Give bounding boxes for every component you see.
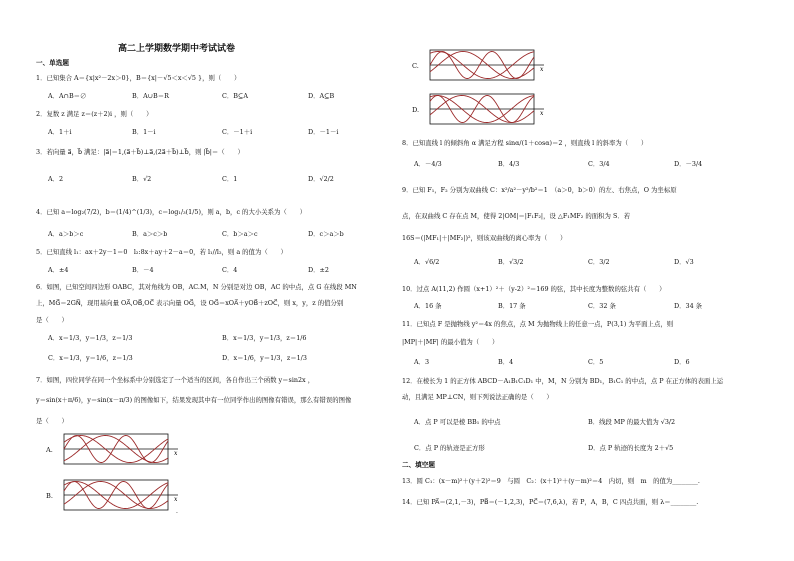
question-5: 5．已知直线 l₁：ax＋2y－1＝0 l₂:8x＋ay＋2－a＝0，若 l₁//l₂，则 a 的值为（ ） xyxy=(36,248,287,256)
question-9-line-1: 9．已知 F₁，F₂ 分别为双曲线 C：x²/a²－y²/b²＝1 （a＞0，b＞0）的左、右焦点，O 为坐标原 xyxy=(402,186,677,194)
graph-option-b xyxy=(62,478,180,512)
option-a: A．A∩B＝∅ xyxy=(48,92,87,100)
option-b: B．√2 xyxy=(132,175,152,183)
question-1: 1．已知集合 A＝{x|x²－2x＞0}，B＝{x|－√5＜x＜√5 }，则（ ） xyxy=(36,74,241,82)
option-c: C．3/4 xyxy=(588,160,610,168)
x-axis-label: x xyxy=(174,450,178,457)
option-b: B．√3/2 xyxy=(498,258,524,266)
option-c: C．1 xyxy=(222,175,238,183)
option-d-label: D. xyxy=(412,106,420,114)
stray-dot: . xyxy=(176,508,178,515)
question-12-line-2: 动，且满足 MP⊥CN，则下列说法正确的是（ ） xyxy=(402,393,553,401)
question-10: 10．过点 A(11,2) 作圆（x+1）²＋（y-2）²＝169 的弦，其中长度为整数的弦共有（ ） xyxy=(402,285,666,293)
option-a: A．1＋i xyxy=(48,128,72,136)
option-b: B．17 条 xyxy=(498,302,526,310)
option-b: B．A∪B＝R xyxy=(132,92,169,100)
option-c: C．32 条 xyxy=(588,302,616,310)
option-a: A．±4 xyxy=(48,266,69,274)
section-single-choice: 一、单选题 xyxy=(36,59,69,67)
option-b: B．4/3 xyxy=(498,160,520,168)
option-d: D．±2 xyxy=(308,266,329,274)
option-a: A．点 P 可以是棱 BB₁ 的中点 xyxy=(414,418,501,426)
option-c: C．x＝1/3，y＝1/6，z＝1/3 xyxy=(48,354,133,362)
option-d: D．√3 xyxy=(674,258,694,266)
option-c: C．B⊆A xyxy=(222,92,248,100)
option-b-label: B. xyxy=(46,492,53,500)
option-a: A．2 xyxy=(48,175,64,183)
option-d: D．A⊆B xyxy=(308,92,335,100)
question-14: 14．已知 PA⃗＝(2,1,－3)，PB⃗＝(－1,2,3)，PC⃗＝(7,6,λ)，若 P，A，B，C 四点共面，则 λ＝________. xyxy=(402,498,699,506)
question-3: 3．若向量 a⃗，b⃗ 满足：|a⃗|＝1,(a⃗＋b⃗)⊥a⃗,(2a⃗＋b⃗)⊥b⃗，则 |b⃗|＝（ ） xyxy=(36,148,244,156)
option-c-label: C. xyxy=(412,62,419,70)
question-6-line-3: 是（ ） xyxy=(36,316,68,324)
graph-option-c xyxy=(428,48,546,82)
option-b: B．1－i xyxy=(132,128,156,136)
option-d: D．c＞a＞b xyxy=(308,230,344,238)
option-a-label: A. xyxy=(46,446,53,454)
exam-title: 高二上学期数学期中考试试卷 xyxy=(118,44,236,54)
option-a: A．3 xyxy=(414,358,430,366)
question-7-line-3: 是（ ） xyxy=(36,417,68,425)
option-b: B．4 xyxy=(498,358,514,366)
option-c: C．4 xyxy=(222,266,238,274)
option-b: B．－4 xyxy=(132,266,154,274)
option-a: A．－4/3 xyxy=(414,160,442,168)
x-axis-label: x xyxy=(540,66,544,73)
question-6-line-1: 6．如图，已知空间四边形 OABC，其对角线为 OB，AC.M，N 分别是对边 OB，AC 的中点，点 G 在线段 MN xyxy=(36,283,357,291)
option-c: C．b＞a＞c xyxy=(222,230,258,238)
option-b: B．x＝1/3，y＝1/3，z＝1/6 xyxy=(222,334,307,342)
question-7-line-2: y＝sin(x＋π/6)，y＝sin(x－π/3) 的图像如下，结果发现其中有一位同学作出的图像有错误，那么有错误的图像 xyxy=(36,396,352,404)
option-d: D．点 P 轨迹的长度为 2＋√5 xyxy=(588,444,674,452)
section-fill-blank: 二、填空题 xyxy=(402,461,435,469)
option-c: C．点 P 的轨迹是正方形 xyxy=(414,444,485,452)
question-11-line-1: 11．已知点 F 是抛物线 y²＝4x 的焦点，点 M 为抛物线上的任意一点，P(3,1) 为平面上点，则 xyxy=(402,320,674,328)
option-d: D．√2/2 xyxy=(308,175,334,183)
option-d: D．6 xyxy=(674,358,690,366)
option-d: D．－1－i xyxy=(308,128,339,136)
option-a: A．a＞b＞c xyxy=(48,230,84,238)
option-d: D．x＝1/6，y＝1/3，z＝1/3 xyxy=(222,354,307,362)
question-13: 13．圆 C₁：(x－m)²＋(y＋2)²＝9 与圆 C₂：(x＋1)²＋(y－m)²＝4 内切，则 m 的值为________. xyxy=(402,477,700,485)
question-8: 8．已知直线 l 的倾斜角 α 满足方程 sinα/(1＋cosα)＝2 ，则直线 l 的斜率为（ ） xyxy=(402,139,648,147)
question-7-line-1: 7．如图，四位同学在同一个坐标系中分别选定了一个适当的区间，各自作出三个函数 y＝sin2x ， xyxy=(36,376,315,384)
graph-option-d xyxy=(428,92,546,126)
option-d: D．－3/4 xyxy=(674,160,703,168)
question-4: 4．已知 a＝log₂(7/2)，b＝(1/4)^(1/3)，c＝log₁/₃(1/5)，则 a，b，c 的大小关系为（ ） xyxy=(36,208,306,216)
option-c: C．－1＋i xyxy=(222,128,253,136)
question-11-line-2: |MP|＋|MF| 的最小值为（ ） xyxy=(402,338,499,346)
x-axis-label: x xyxy=(174,496,178,503)
graph-option-a xyxy=(62,432,180,466)
x-axis-label: x xyxy=(540,110,544,117)
option-b: B．a＞c＞b xyxy=(132,230,168,238)
question-6-line-2: 上，MG⃗＝2GN⃗，现用基向量 OA⃗,OB⃗,OC⃗ 表示向量 OG⃗，设 OG⃗＝xOA⃗＋yOB⃗＋zOC⃗，则 x，y，z 的值分别 xyxy=(36,299,344,307)
question-12-line-1: 12．在棱长为 1 的正方体 ABCD－A₁B₁C₁D₁ 中，M，N 分别为 BD₁，B₁C₁ 的中点，点 P 在正方体的表面上运 xyxy=(402,377,724,385)
option-a: A．16 条 xyxy=(414,302,442,310)
option-b: B．线段 MP 的最大值为 √3/2 xyxy=(588,418,676,426)
option-c: C．3/2 xyxy=(588,258,610,266)
option-c: C．5 xyxy=(588,358,604,366)
option-d: D．34 条 xyxy=(674,302,703,310)
option-a: A．x＝1/3，y＝1/3，z＝1/3 xyxy=(48,334,133,342)
option-a: A．√6/2 xyxy=(414,258,440,266)
question-2: 2．复数 z 满足 z＝(z＋2)i ，则（ ） xyxy=(36,110,153,118)
question-9-line-2: 点，在双曲线 C 存在点 M，使得 2|OM|＝|F₁F₂|，设 △F₁MF₂ 的面积为 S．若 xyxy=(402,212,631,220)
question-9-line-3: 16S＝(|MF₁|＋|MF₂|)²，则该双曲线的离心率为（ ） xyxy=(402,234,567,242)
